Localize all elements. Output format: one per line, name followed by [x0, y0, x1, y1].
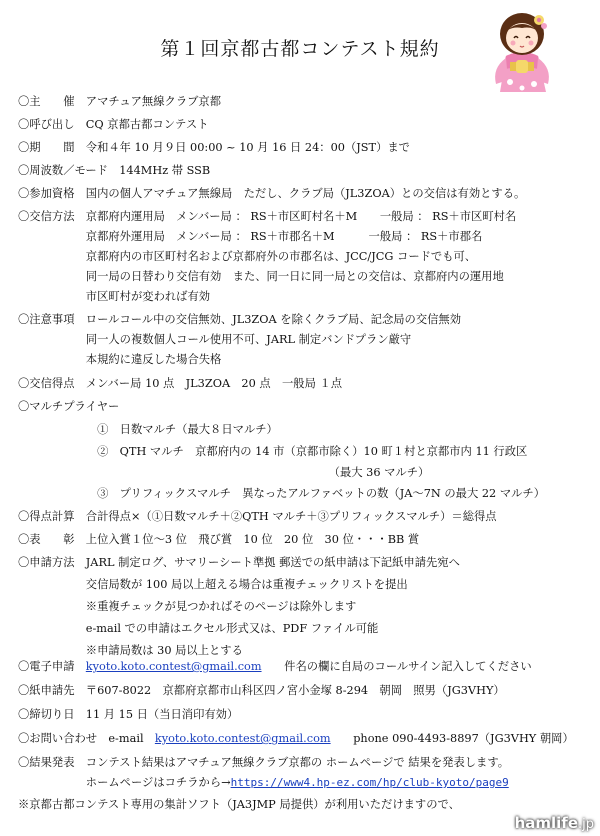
- rule-line: 〇注意事項 ロールコール中の交信無効、JL3ZOA を除くクラブ局、記念局の交信無効: [18, 313, 462, 326]
- rule-line: 〇周波数／モード 144MHz 帯 SSB: [18, 164, 211, 177]
- watermark-brand: hamlife: [514, 814, 578, 832]
- rule-line: ③ プリフィックスマルチ 異なったアルファベットの数（JA～7N の最大 22 マルチ）: [18, 487, 546, 500]
- rule-line: 〇期 間 令和４年 10 月９日 00:00 ~ 10 月 16 日 24：00（JST）まで: [18, 141, 410, 154]
- email-submission-note: 件名の欄に自局のコールサイン記入してください: [261, 660, 532, 673]
- rule-line: 同一局の日替わり交信有効 また、同一日に同一局との交信は、京都府内の運用地: [18, 270, 504, 283]
- homepage-link[interactable]: https://www4.hp-ez.com/hp/club-kyoto/page9: [230, 776, 509, 789]
- rule-line: 市区町村が変われば有効: [18, 290, 211, 303]
- deadline-line: 〇締切り日 11 月 15 日（当日消印有効）: [18, 708, 239, 721]
- inquiry-phone: phone 090-4493-8897（JG3VHY 朝岡）: [330, 732, 574, 745]
- rule-line: 〇交信方法 京都府内運用局 メンバー局 ： RS＋市区町村名＋M 一般局 ： RS＋市区町村名: [18, 210, 517, 223]
- contest-email-link[interactable]: kyoto.koto.contest@gmail.com: [85, 660, 262, 673]
- software-note-line: ※京都古都コンテスト専用の集計ソフト（JA3JMP 局提供）が利用いただけますので、: [18, 798, 460, 811]
- rule-line: 〇得点計算 合計得点×（①日数マルチ＋②QTH マルチ＋③プリフィックスマルチ）＝総得点: [18, 510, 497, 523]
- rule-line: 京都府外運用局 メンバー局 ： RS＋市郡名＋M 一般局 ： RS＋市郡名: [18, 230, 483, 243]
- hamlife-watermark: [515, 814, 594, 832]
- results-line: 〇結果発表 コンテスト結果はアマチュア無線クラブ京都の ホームページで 結果を発表します。: [18, 756, 510, 769]
- rule-line: 〇マルチプライヤー: [18, 400, 120, 413]
- rule-line: 〇主 催 アマチュア無線クラブ京都: [18, 95, 222, 108]
- watermark-tld: .jp: [578, 817, 594, 832]
- kimono-girl-mascot-image: [476, 4, 568, 96]
- rule-line: 同一人の複数個人コール使用不可、JARL 制定バンドプラン厳守: [18, 333, 412, 346]
- rule-line: 〇呼び出し CQ 京都古都コンテスト: [18, 118, 209, 131]
- inquiry-line: [18, 732, 574, 746]
- rule-line: 〇参加資格 国内の個人アマチュア無線局 ただし、クラブ局（JL3ZOA）との交信は有効とする。: [18, 187, 526, 200]
- rule-line: 〇申請方法 JARL 制定ログ、サマリーシート準拠 郵送での紙申請は下記紙申請先宛へ: [18, 556, 460, 569]
- inquiry-label: 〇お問い合わせ e-mail: [18, 732, 155, 745]
- rule-line: 京都府内の市区町村名および京都府外の市郡名は、JCC/JCG コードでも可、: [18, 250, 477, 263]
- homepage-label: ホームページはコチラから→: [18, 776, 231, 789]
- page-title: 第１回京都古都コンテスト規約: [160, 38, 440, 60]
- rule-line: （最大 36 マルチ）: [18, 466, 430, 479]
- rule-line: ① 日数マルチ（最大８日マルチ）: [18, 423, 278, 436]
- rule-line: 〇表 彰 上位入賞１位～3 位 飛び賞 10 位 20 位 30 位・・・BB 賞: [18, 533, 420, 546]
- rule-line: 〇交信得点 メンバー局 10 点 JL3ZOA 20 点 一般局 １点: [18, 377, 343, 390]
- rule-line: ※重複チェックが見つかればそのページは除外します: [18, 600, 357, 613]
- homepage-line: [18, 776, 509, 790]
- email-submission-label: 〇電子申請: [18, 660, 86, 673]
- rule-line: e-mail での申請はエクセル形式又は、PDF ファイル可能: [18, 622, 379, 635]
- rule-line: 本規約に違反した場合失格: [18, 353, 222, 366]
- rule-line: 交信局数が 100 局以上超える場合は重複チェックリストを提出: [18, 578, 408, 591]
- rule-line: ※申請局数は 30 局以上とする: [18, 644, 243, 657]
- inquiry-email-link[interactable]: kyoto.koto.contest@gmail.com: [154, 732, 331, 745]
- paper-submission-line: 〇紙申請先 〒607-8022 京都府京都市山科区四ノ宮小金塚 8-294 朝岡 照男（JG3VHY）: [18, 684, 505, 697]
- email-submission-line: [18, 660, 532, 674]
- rule-line: ② QTH マルチ 京都府内の 14 市（京都市除く）10 町１村と京都市内 11 行政区: [18, 445, 528, 458]
